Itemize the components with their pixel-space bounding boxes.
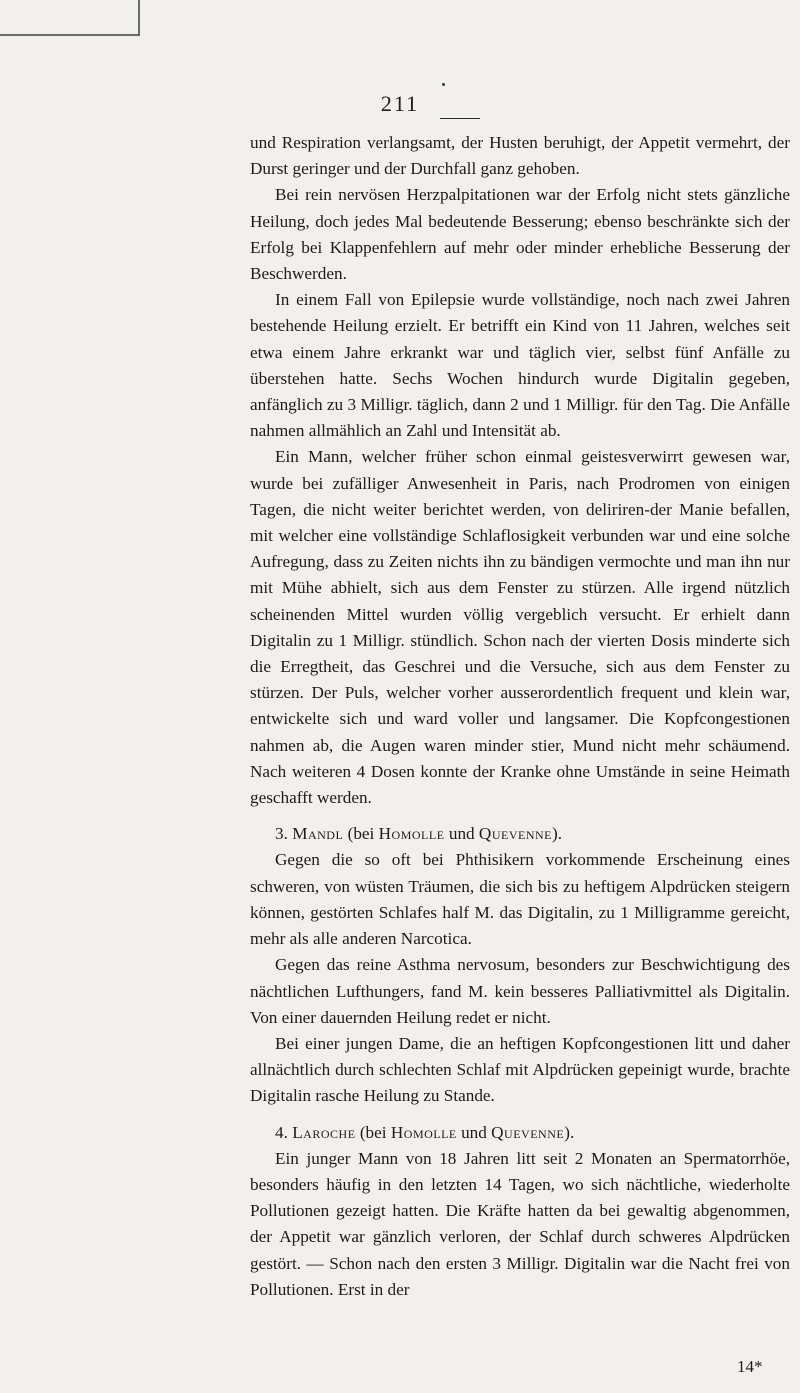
section-paren-open: (bei: [359, 1122, 387, 1142]
paragraph-phthisis-sleep: Gegen die so oft bei Phthisikern vorkommende Erscheinung eines schweren, von wüsten Träumen, die sich bis zu heftigem Alpdrücken steigern können, gestörten Schlafes half M. das Digitalin, zu 1 Milligramme gereicht, mehr als alle anderen Narcotica.: [250, 850, 790, 949]
paragraph-asthma: Gegen das reine Asthma nervosum, besonders zur Beschwichtigung des nächtlichen Lufthungers, fand M. kein besseres Palliativmittel als Digitalin. Von einer dauernden Heilung redet er nicht.: [250, 955, 790, 1027]
section-author: Mandl: [292, 824, 344, 844]
paragraph-heart-palpitations: Bei rein nervösen Herzpalpitationen war der Erfolg nicht stets gänzliche Heilung, doch jedes Mal bedeutende Besserung; ebenso beschränkte sich der Erfolg bei Klappenfehlern auf mehr oder minder erhebliche Besserung der Beschwerden.: [250, 185, 790, 284]
section-paren-close: ).: [552, 824, 563, 844]
paragraph-epilepsy-case: In einem Fall von Epilepsie wurde vollständige, noch nach zwei Jahren bestehende Heilung erzielt. Er betrifft ein Kind von 11 Jahren, welches seit etwa einem Jahre erkrankt war und täglich vier, selbst fünf Anfälle zu überstehen hatte. Sechs Wochen hindurch wurde Digitalin gegeben, anfänglich zu 3 Milligr. täglich, dann 2 und 1 Milligr. für den Tag. Die Anfälle nahmen allmählich an Zahl und Intensität ab.: [250, 290, 790, 441]
page-corner-frame: [0, 0, 140, 36]
page-body: [250, 130, 790, 1303]
section-number: 3.: [275, 824, 288, 844]
page-number-underline: [440, 118, 480, 119]
section-author: Laroche: [292, 1122, 356, 1142]
section-conjunction: und: [448, 824, 475, 844]
paragraph-spermatorrhoea: Ein junger Mann von 18 Jahren litt seit 2 Monaten an Spermatorrhöe, besonders häufig in den letzten 14 Tagen, wo sich nächtliche, wiederholte Pollutionen gezeigt hatten. Die Kräfte hatten da bei gewaltig abgenommen, der Appetit war gänzlich verloren, der Schlaf durch schweres Alpdrücken gestört. — Schon nach den ersten 3 Milligr. Digitalin war die Nacht frei von Pollutionen. Erst in der: [250, 1148, 790, 1299]
section-reference-1: Homolle: [390, 1122, 457, 1142]
signature-mark: 14*: [737, 1357, 763, 1376]
page-number: 211: [380, 91, 420, 116]
paragraph-continuation: und Respiration verlangsamt, der Husten beruhigt, der Appetit vermehrt, der Durst geringer und der Durchfall ganz gehoben.: [250, 133, 790, 179]
section-heading-4: [250, 1120, 790, 1146]
section-conjunction: und: [461, 1122, 487, 1142]
section-number: 4.: [275, 1122, 288, 1142]
section-reference-1: Homolle: [378, 824, 445, 844]
paragraph-mania-case: Ein Mann, welcher früher schon einmal geistesverwirrt gewesen war, wurde bei zufälliger Anwesenheit in Paris, nach Prodromen von einigen Tagen, die nicht weiter berichtet werden, von deliriren-der Manie befallen, mit welcher eine vollständige Schlaflosigkeit verbunden war und eine solche Aufregung, dass zu Zeiten nichts ihn zu bändigen vermochte und man ihn nur mit Mühe abhielt, sich aus dem Fenster zu stürzen. Alle irgend nützlich scheinenden Mittel wurden völlig vergeblich versucht. Er erhielt dann Digitalin zu 1 Milligr. stündlich. Schon nach der vierten Dosis minderte sich die Erregtheit, das Geschrei und die Versuche, sich aus dem Fenster zu stürzen. Der Puls, welcher vorher ausserordentlich frequent und klein war, entwickelte sich und ward voller und langsamer. Die Kopfcongestionen nahmen ab, die Augen waren minder stier, Mund nicht mehr schäumend. Nach weiteren 4 Dosen konnte der Kranke ohne Umstände in seine Heimath geschafft werden.: [250, 447, 790, 808]
section-reference-2: Quevenne: [478, 824, 552, 844]
section-heading-3: [250, 821, 790, 847]
section-paren-open: (bei: [347, 824, 375, 844]
section-reference-2: Quevenne: [491, 1122, 565, 1142]
ink-speck: [442, 83, 445, 86]
paragraph-young-lady: Bei einer jungen Dame, die an heftigen Kopfcongestionen litt und daher allnächtlich durch schlechten Schlaf mit Alpdrücken gepeinigt wurde, brachte Digitalin rasche Heilung zu Stande.: [250, 1033, 790, 1106]
section-paren-close: ).: [564, 1122, 575, 1142]
